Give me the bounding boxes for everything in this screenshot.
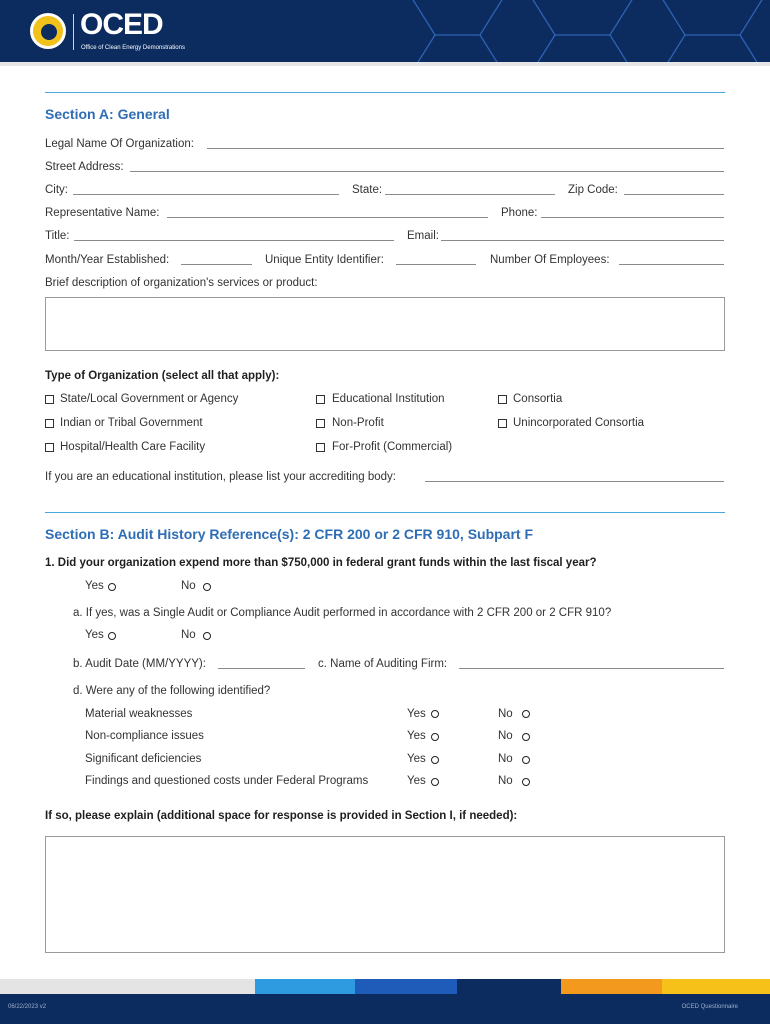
finding-no-label: No [498, 775, 513, 787]
footer-band-gray [0, 979, 255, 994]
title-field[interactable] [74, 240, 394, 241]
org-type-checkbox[interactable] [45, 395, 54, 404]
org-type-label: Non-Profit [332, 417, 384, 429]
legal-name-field[interactable] [207, 148, 724, 149]
org-type-checkbox[interactable] [316, 419, 325, 428]
employees-field[interactable] [619, 264, 724, 265]
auditing-firm-label: c. Name of Auditing Firm: [318, 658, 448, 670]
org-type-checkbox[interactable] [45, 419, 54, 428]
question-a: a. If yes, was a Single Audit or Compliance Audit performed in accordance with 2 CFR 200 or 2 CFR 910? [73, 607, 612, 619]
title-label: Title: [45, 230, 70, 242]
footer-band-orange [561, 979, 662, 994]
finding-yes-radio[interactable] [431, 710, 439, 718]
qa-yes-radio[interactable] [108, 632, 116, 640]
finding-label: Findings and questioned costs under Federal Programs [85, 775, 369, 787]
header-stripe [0, 62, 770, 66]
footer-band-lightblue [255, 979, 355, 994]
phone-label: Phone: [501, 207, 538, 219]
footer-band-yellow [662, 979, 770, 994]
finding-no-label: No [498, 730, 513, 742]
finding-yes-radio[interactable] [431, 756, 439, 764]
email-field[interactable] [441, 240, 724, 241]
finding-yes-radio[interactable] [431, 778, 439, 786]
q1-yes-label: Yes [85, 580, 104, 592]
logo-divider [73, 14, 74, 50]
audit-date-label: b. Audit Date (MM/YYYY): [73, 658, 206, 670]
explain-label: If so, please explain (additional space for response is provided in Section I, if needed): [45, 810, 518, 822]
org-type-label: Educational Institution [332, 393, 445, 405]
auditing-firm-field[interactable] [459, 668, 724, 669]
city-label: City: [45, 184, 68, 196]
org-type-checkbox[interactable] [45, 443, 54, 452]
question-d: d. Were any of the following identified? [73, 685, 271, 697]
oced-logo-text: OCED [80, 8, 163, 41]
org-type-label: Unincorporated Consortia [513, 417, 645, 429]
finding-label: Material weaknesses [85, 708, 193, 720]
month-year-field[interactable] [181, 264, 252, 265]
qa-yes-label: Yes [85, 629, 104, 641]
oced-logo-subtitle: Office of Clean Energy Demonstrations [81, 45, 185, 51]
audit-date-field[interactable] [218, 668, 305, 669]
finding-no-radio[interactable] [522, 733, 530, 741]
state-label: State: [352, 184, 383, 196]
org-type-label: Indian or Tribal Government [60, 417, 203, 429]
org-type-heading: Type of Organization (select all that apply): [45, 370, 280, 382]
org-type-label: State/Local Government or Agency [60, 393, 239, 405]
finding-no-radio[interactable] [522, 710, 530, 718]
finding-no-radio[interactable] [522, 756, 530, 764]
city-field[interactable] [73, 194, 339, 195]
state-field[interactable] [385, 194, 555, 195]
doe-seal-logo [30, 13, 66, 49]
footer-date: 06/22/2023 v2 [8, 1004, 47, 1010]
explain-textarea[interactable] [45, 836, 725, 953]
description-label: Brief description of organization's services or product: [45, 277, 318, 289]
qa-no-label: No [181, 629, 196, 641]
finding-no-label: No [498, 708, 513, 720]
org-type-label: Hospital/Health Care Facility [60, 441, 206, 453]
phone-field[interactable] [541, 217, 724, 218]
email-label: Email: [407, 230, 439, 242]
accrediting-body-label: If you are an educational institution, please list your accrediting body: [45, 471, 396, 483]
finding-yes-radio[interactable] [431, 733, 439, 741]
page-footer [0, 994, 770, 1024]
finding-yes-label: Yes [407, 730, 426, 742]
uei-label: Unique Entity Identifier: [265, 254, 384, 266]
employees-label: Number Of Employees: [490, 254, 610, 266]
footer-band-blue [355, 979, 457, 994]
section-b-rule [45, 512, 725, 513]
finding-label: Significant deficiencies [85, 753, 202, 765]
uei-field[interactable] [396, 264, 476, 265]
representative-field[interactable] [167, 217, 488, 218]
q1-no-label: No [181, 580, 196, 592]
section-a-rule [45, 92, 725, 93]
finding-label: Non-compliance issues [85, 730, 204, 742]
org-type-checkbox[interactable] [498, 419, 507, 428]
page-header [0, 0, 770, 62]
footer-band-navy [457, 979, 561, 994]
zip-label: Zip Code: [568, 184, 618, 196]
org-type-label: Consortia [513, 393, 563, 405]
section-b-title: Section B: Audit History Reference(s): 2 CFR 200 or 2 CFR 910, Subpart F [45, 526, 534, 542]
description-textarea[interactable] [45, 297, 725, 351]
org-type-checkbox[interactable] [316, 443, 325, 452]
zip-field[interactable] [624, 194, 724, 195]
legal-name-label: Legal Name Of Organization: [45, 138, 194, 150]
finding-yes-label: Yes [407, 753, 426, 765]
footer-doc-name: OCED Questionnaire [681, 1004, 738, 1010]
month-year-label: Month/Year Established: [45, 254, 170, 266]
finding-yes-label: Yes [407, 708, 426, 720]
street-address-label: Street Address: [45, 161, 124, 173]
finding-yes-label: Yes [407, 775, 426, 787]
street-address-field[interactable] [130, 171, 724, 172]
org-type-checkbox[interactable] [498, 395, 507, 404]
finding-no-label: No [498, 753, 513, 765]
question-1: 1. Did your organization expend more than $750,000 in federal grant funds within the last fiscal year? [45, 557, 597, 569]
org-type-label: For-Profit (Commercial) [332, 441, 453, 453]
representative-label: Representative Name: [45, 207, 160, 219]
q1-yes-radio[interactable] [108, 583, 116, 591]
hexagon-pattern-decoration [410, 0, 770, 62]
qa-no-radio[interactable] [203, 632, 211, 640]
section-a-title: Section A: General [45, 106, 170, 122]
org-type-checkbox[interactable] [316, 395, 325, 404]
finding-no-radio[interactable] [522, 778, 530, 786]
q1-no-radio[interactable] [203, 583, 211, 591]
accrediting-body-field[interactable] [425, 481, 724, 482]
